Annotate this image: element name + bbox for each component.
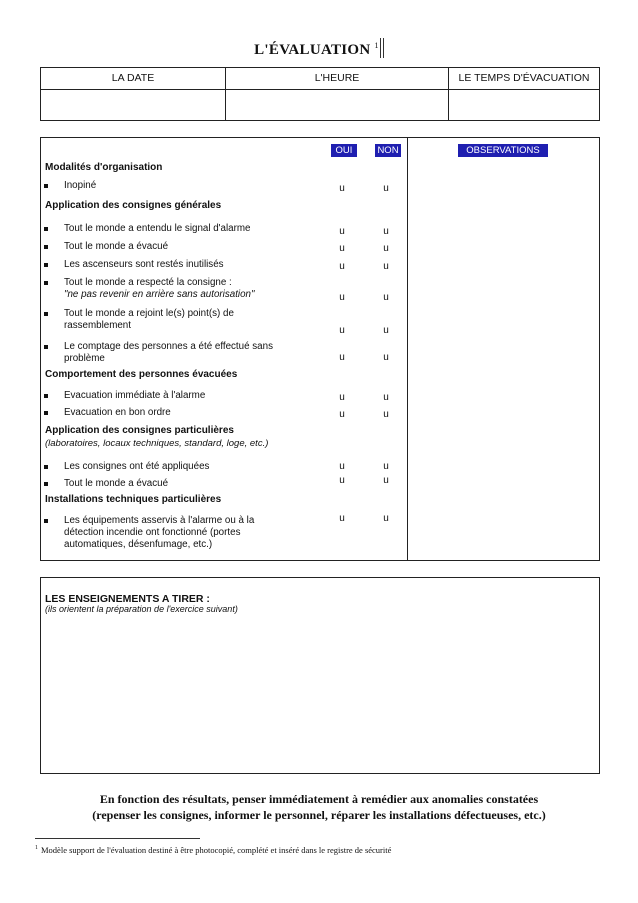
item-label: Tout le monde a rejoint le(s) point(s) de [64, 308, 234, 319]
item-label: rassemblement [64, 320, 131, 331]
header-values-row [41, 89, 599, 120]
bullet [44, 519, 48, 523]
evac-time-field[interactable] [449, 89, 599, 120]
item-label: Les équipements asservis à l'alarme ou à la [64, 515, 255, 526]
non-checkbox[interactable]: u [383, 409, 389, 420]
header-row [41, 68, 599, 90]
time-field[interactable] [226, 89, 449, 120]
oui-checkbox[interactable]: u [339, 183, 345, 194]
non-checkbox[interactable]: u [383, 461, 389, 472]
lessons-title: LES ENSEIGNEMENTS A TIRER : [45, 593, 210, 605]
item-label: automatiques, désenfumage, etc.) [64, 539, 213, 550]
bullet [44, 281, 48, 285]
lessons-subtitle: (ils orientent la préparation de l'exercice suivant) [45, 604, 238, 614]
non-checkbox[interactable]: u [383, 261, 389, 272]
header-time: L'HEURE [226, 68, 449, 89]
section-title: Comportement des personnes évacuées [45, 369, 238, 380]
section-subtitle: (laboratoires, locaux techniques, standard, loge, etc.) [45, 438, 269, 449]
bullet [44, 345, 48, 349]
item-label: Evacuation en bon ordre [64, 407, 171, 418]
footnote [35, 845, 391, 855]
item-label: Tout le monde a évacué [64, 478, 169, 489]
item-label: Le comptage des personnes a été effectué sans [64, 341, 273, 352]
item-label: Tout le monde a respecté la consigne : [64, 277, 232, 288]
bullet [44, 312, 48, 316]
bullet [44, 245, 48, 249]
header-evac-time: LE TEMPS D'ÉVACUATION [458, 72, 590, 84]
oui-checkbox[interactable]: u [339, 475, 345, 486]
oui-checkbox[interactable]: u [339, 325, 345, 336]
oui-checkbox[interactable]: u [339, 261, 345, 272]
page-title-text: L'ÉVALUATION [254, 42, 371, 58]
section-title: Modalités d'organisation [45, 162, 163, 173]
non-checkbox[interactable]: u [383, 513, 389, 524]
footnote-ref: 1 [374, 41, 379, 50]
header-date: LA DATE [41, 68, 226, 89]
section-title: Installations techniques particulières [45, 494, 222, 505]
closing-line-2: (repenser les consignes, informer le personnel, réparer les installations défectueuses, etc.) [92, 808, 546, 822]
bullet [44, 263, 48, 267]
non-checkbox[interactable]: u [383, 183, 389, 194]
item-label: Les ascenseurs sont restés inutilisés [64, 259, 224, 270]
observations-header: OBSERVATIONS [458, 144, 548, 157]
bullet [44, 465, 48, 469]
title-bar [380, 38, 384, 58]
non-checkbox[interactable]: u [383, 226, 389, 237]
non-checkbox[interactable]: u [383, 292, 389, 303]
footnote-text: Modèle support de l'évaluation destiné à être photocopié, complété et inséré dans le registre de sécurité [41, 845, 392, 855]
oui-checkbox[interactable]: u [339, 226, 345, 237]
item-label: "ne pas revenir en arrière sans autorisation" [64, 289, 255, 300]
item-label: Evacuation immédiate à l'alarme [64, 390, 206, 401]
oui-checkbox[interactable]: u [339, 392, 345, 403]
section-title: Application des consignes particulières [45, 425, 234, 436]
footnote-number: 1 [35, 845, 38, 852]
bullet [44, 394, 48, 398]
item-label: Tout le monde a entendu le signal d'alarme [64, 223, 251, 234]
footnote-rule [35, 838, 200, 839]
non-header: NON [375, 144, 401, 157]
item-label: détection incendie ont fonctionné (portes [64, 527, 241, 538]
oui-checkbox[interactable]: u [339, 352, 345, 363]
closing-line-1: En fonction des résultats, penser immédiatement à remédier aux anomalies constatées [99, 792, 539, 806]
non-checkbox[interactable]: u [383, 325, 389, 336]
oui-checkbox[interactable]: u [339, 243, 345, 254]
non-checkbox[interactable]: u [383, 475, 389, 486]
bullet [44, 227, 48, 231]
bullet [44, 482, 48, 486]
page-title [0, 38, 638, 59]
oui-checkbox[interactable]: u [339, 292, 345, 303]
item-label: Les consignes ont été appliquées [64, 461, 210, 472]
item-label: problème [64, 353, 105, 364]
bullet [44, 184, 48, 188]
item-label: Inopiné [64, 180, 97, 191]
oui-checkbox[interactable]: u [339, 409, 345, 420]
oui-checkbox[interactable]: u [339, 461, 345, 472]
non-checkbox[interactable]: u [383, 352, 389, 363]
observations-divider [407, 138, 408, 560]
oui-checkbox[interactable]: u [339, 513, 345, 524]
header-table [40, 67, 600, 121]
item-label: Tout le monde a évacué [64, 241, 169, 252]
non-checkbox[interactable]: u [383, 243, 389, 254]
non-checkbox[interactable]: u [383, 392, 389, 403]
oui-header: OUI [331, 144, 357, 157]
section-title: Application des consignes générales [45, 200, 222, 211]
date-field[interactable] [41, 89, 226, 120]
bullet [44, 411, 48, 415]
